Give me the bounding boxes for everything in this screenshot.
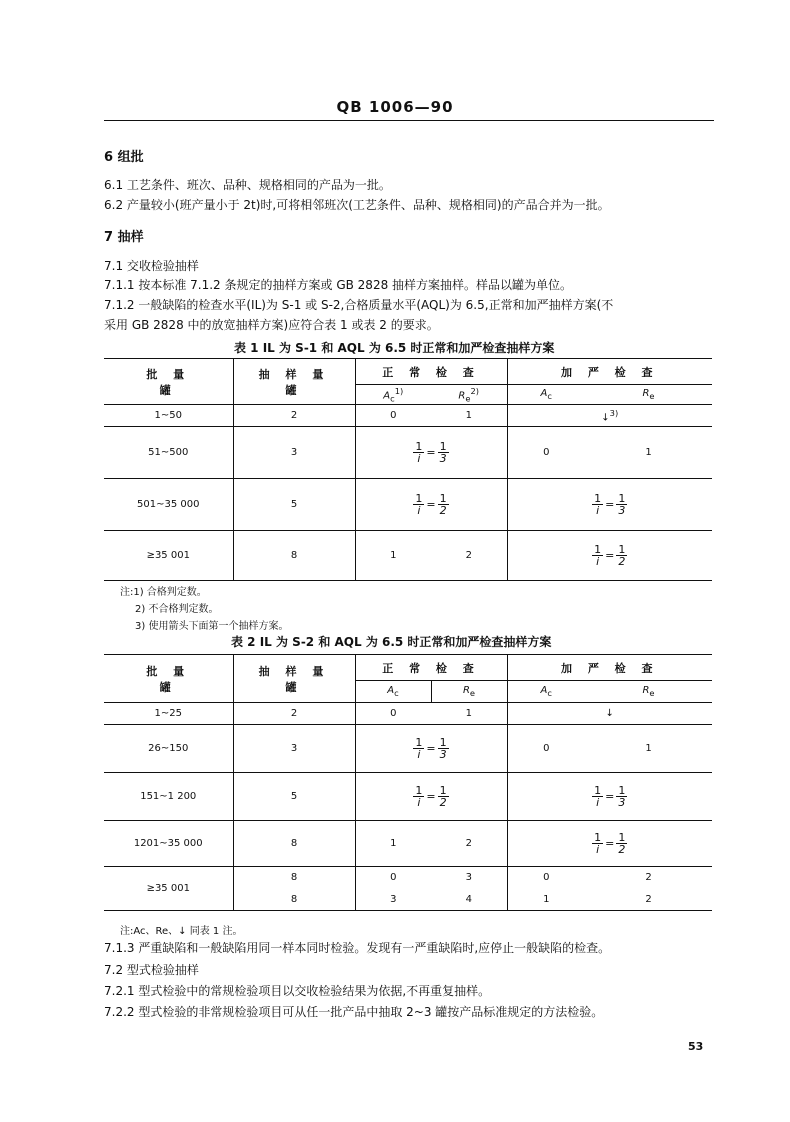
t2-header-tight-re: $R_e$ <box>585 681 712 703</box>
clause-7-2-1: 7.2.1 型式检验中的常规检验项目以交收检验结果为依据,不再重复抽样。 <box>104 984 491 998</box>
t1-header-re: $R_e^{2)}$ <box>431 385 507 405</box>
clause-7-1-2: 7.1.2 一般缺陷的检查水平(IL)为 S-1 或 S-2,合格质量水平(AQL)为 6.5,正常和加严抽样方案(不 <box>104 298 614 312</box>
table-1-note-3: 3) 使用箭头下面第一个抽样方案。 <box>135 621 289 632</box>
t2-header-normal: 正 常 检 查 <box>355 655 507 681</box>
clause-7-1-1: 7.1.1 按本标准 7.1.2 条规定的抽样方案或 GB 2828 抽样方案抽样。样品以罐为单位。 <box>104 278 573 292</box>
t2-header-tight-ac: $A_c$ <box>507 681 585 703</box>
table-row: 1~25 2 0 1 ↓ <box>104 703 712 725</box>
table-row: ≥35 001 8 0 3 0 2 <box>104 867 712 889</box>
t1-header-sample: 抽 样 量 罐 <box>233 359 355 405</box>
table-2-caption: 表 2 IL 为 S-2 和 AQL 为 6.5 时正常和加严检查抽样方案 <box>231 635 552 649</box>
t2-header-sample: 抽 样 量 罐 <box>233 655 355 703</box>
table-row: 1~50 2 0 1 ↓$^{3)}$ <box>104 405 712 427</box>
table-1-caption: 表 1 IL 为 S-1 和 AQL 为 6.5 时正常和加严检查抽样方案 <box>234 341 555 355</box>
t2-header-ac: $A_c$ <box>355 681 431 703</box>
table-row: 1201~35 000 8 1 2 $\frac{1}{i}$ = $\frac{1}{2}$ <box>104 821 712 867</box>
t2-header-batch: 批 量 罐 <box>104 655 233 703</box>
table-row: ≥35 001 8 1 2 $\frac{1}{i}$ = $\frac{1}{2}$ <box>104 531 712 581</box>
clause-6-1: 6.1 工艺条件、班次、品种、规格相同的产品为一批。 <box>104 178 391 192</box>
t2-header-tightened: 加 严 检 查 <box>507 655 712 681</box>
t1-header-tightened: 加 严 检 查 <box>507 359 712 385</box>
t1-header-tight-ac: $A_c$ <box>507 385 585 405</box>
standard-number: QB 1006—90 <box>336 98 454 116</box>
section-6-title: 6 组批 <box>104 150 144 165</box>
t1-header-normal: 正 常 检 查 <box>355 359 507 385</box>
clause-6-2: 6.2 产量较小(班产量小于 2t)时,可将相邻班次(工艺条件、品种、规格相同)的产品合并为一批。 <box>104 198 610 212</box>
t1-header-tight-re: $R_e$ <box>585 385 712 405</box>
table-row: 26~150 3 $\frac{1}{i}$ = $\frac{1}{3}$ 0 1 <box>104 725 712 773</box>
page-number: 53 <box>688 1040 704 1053</box>
table-row: 8 3 4 1 2 <box>104 889 712 911</box>
clause-7-2: 7.2 型式检验抽样 <box>104 963 199 977</box>
t2-header-re: $R_e$ <box>431 681 507 703</box>
table-row: 51~500 3 $\frac{1}{i}$ = $\frac{1}{3}$ 0 1 <box>104 427 712 479</box>
table-row: 501~35 000 5 $\frac{1}{i}$ = $\frac{1}{2}$ $\frac{1}{i}$ = $\frac{1}{3}$ <box>104 479 712 531</box>
table-2 <box>104 654 712 911</box>
t1-header-batch: 批 量 罐 <box>104 359 233 405</box>
clause-7-2-2: 7.2.2 型式检验的非常规检验项目可从任一批产品中抽取 2~3 罐按产品标准规定的方法检验。 <box>104 1005 604 1019</box>
table-2-note: 注:Ac、Re、↓ 同表 1 注。 <box>120 926 243 937</box>
table-1 <box>104 358 712 581</box>
section-7-title: 7 抽样 <box>104 230 144 245</box>
clause-7-1-2-cont: 采用 GB 2828 中的放宽抽样方案)应符合表 1 或表 2 的要求。 <box>104 318 439 332</box>
header-rule <box>104 120 714 121</box>
t1-tight-arrow: ↓$^{3)}$ <box>507 405 712 427</box>
table-1-note-1: 注:1) 合格判定数。 <box>120 587 207 598</box>
t1-header-ac: $A_c^{1)}$ <box>355 385 431 405</box>
table-row: 151~1 200 5 $\frac{1}{i}$ = $\frac{1}{2}$ $\frac{1}{i}$ = $\frac{1}{3}$ <box>104 773 712 821</box>
table-1-note-2: 2) 不合格判定数。 <box>135 604 219 615</box>
clause-7-1: 7.1 交收检验抽样 <box>104 259 199 273</box>
t2-tight-arrow: ↓ <box>507 703 712 725</box>
clause-7-1-3: 7.1.3 严重缺陷和一般缺陷用同一样本同时检验。发现有一严重缺陷时,应停止一般缺陷的检查。 <box>104 941 611 955</box>
